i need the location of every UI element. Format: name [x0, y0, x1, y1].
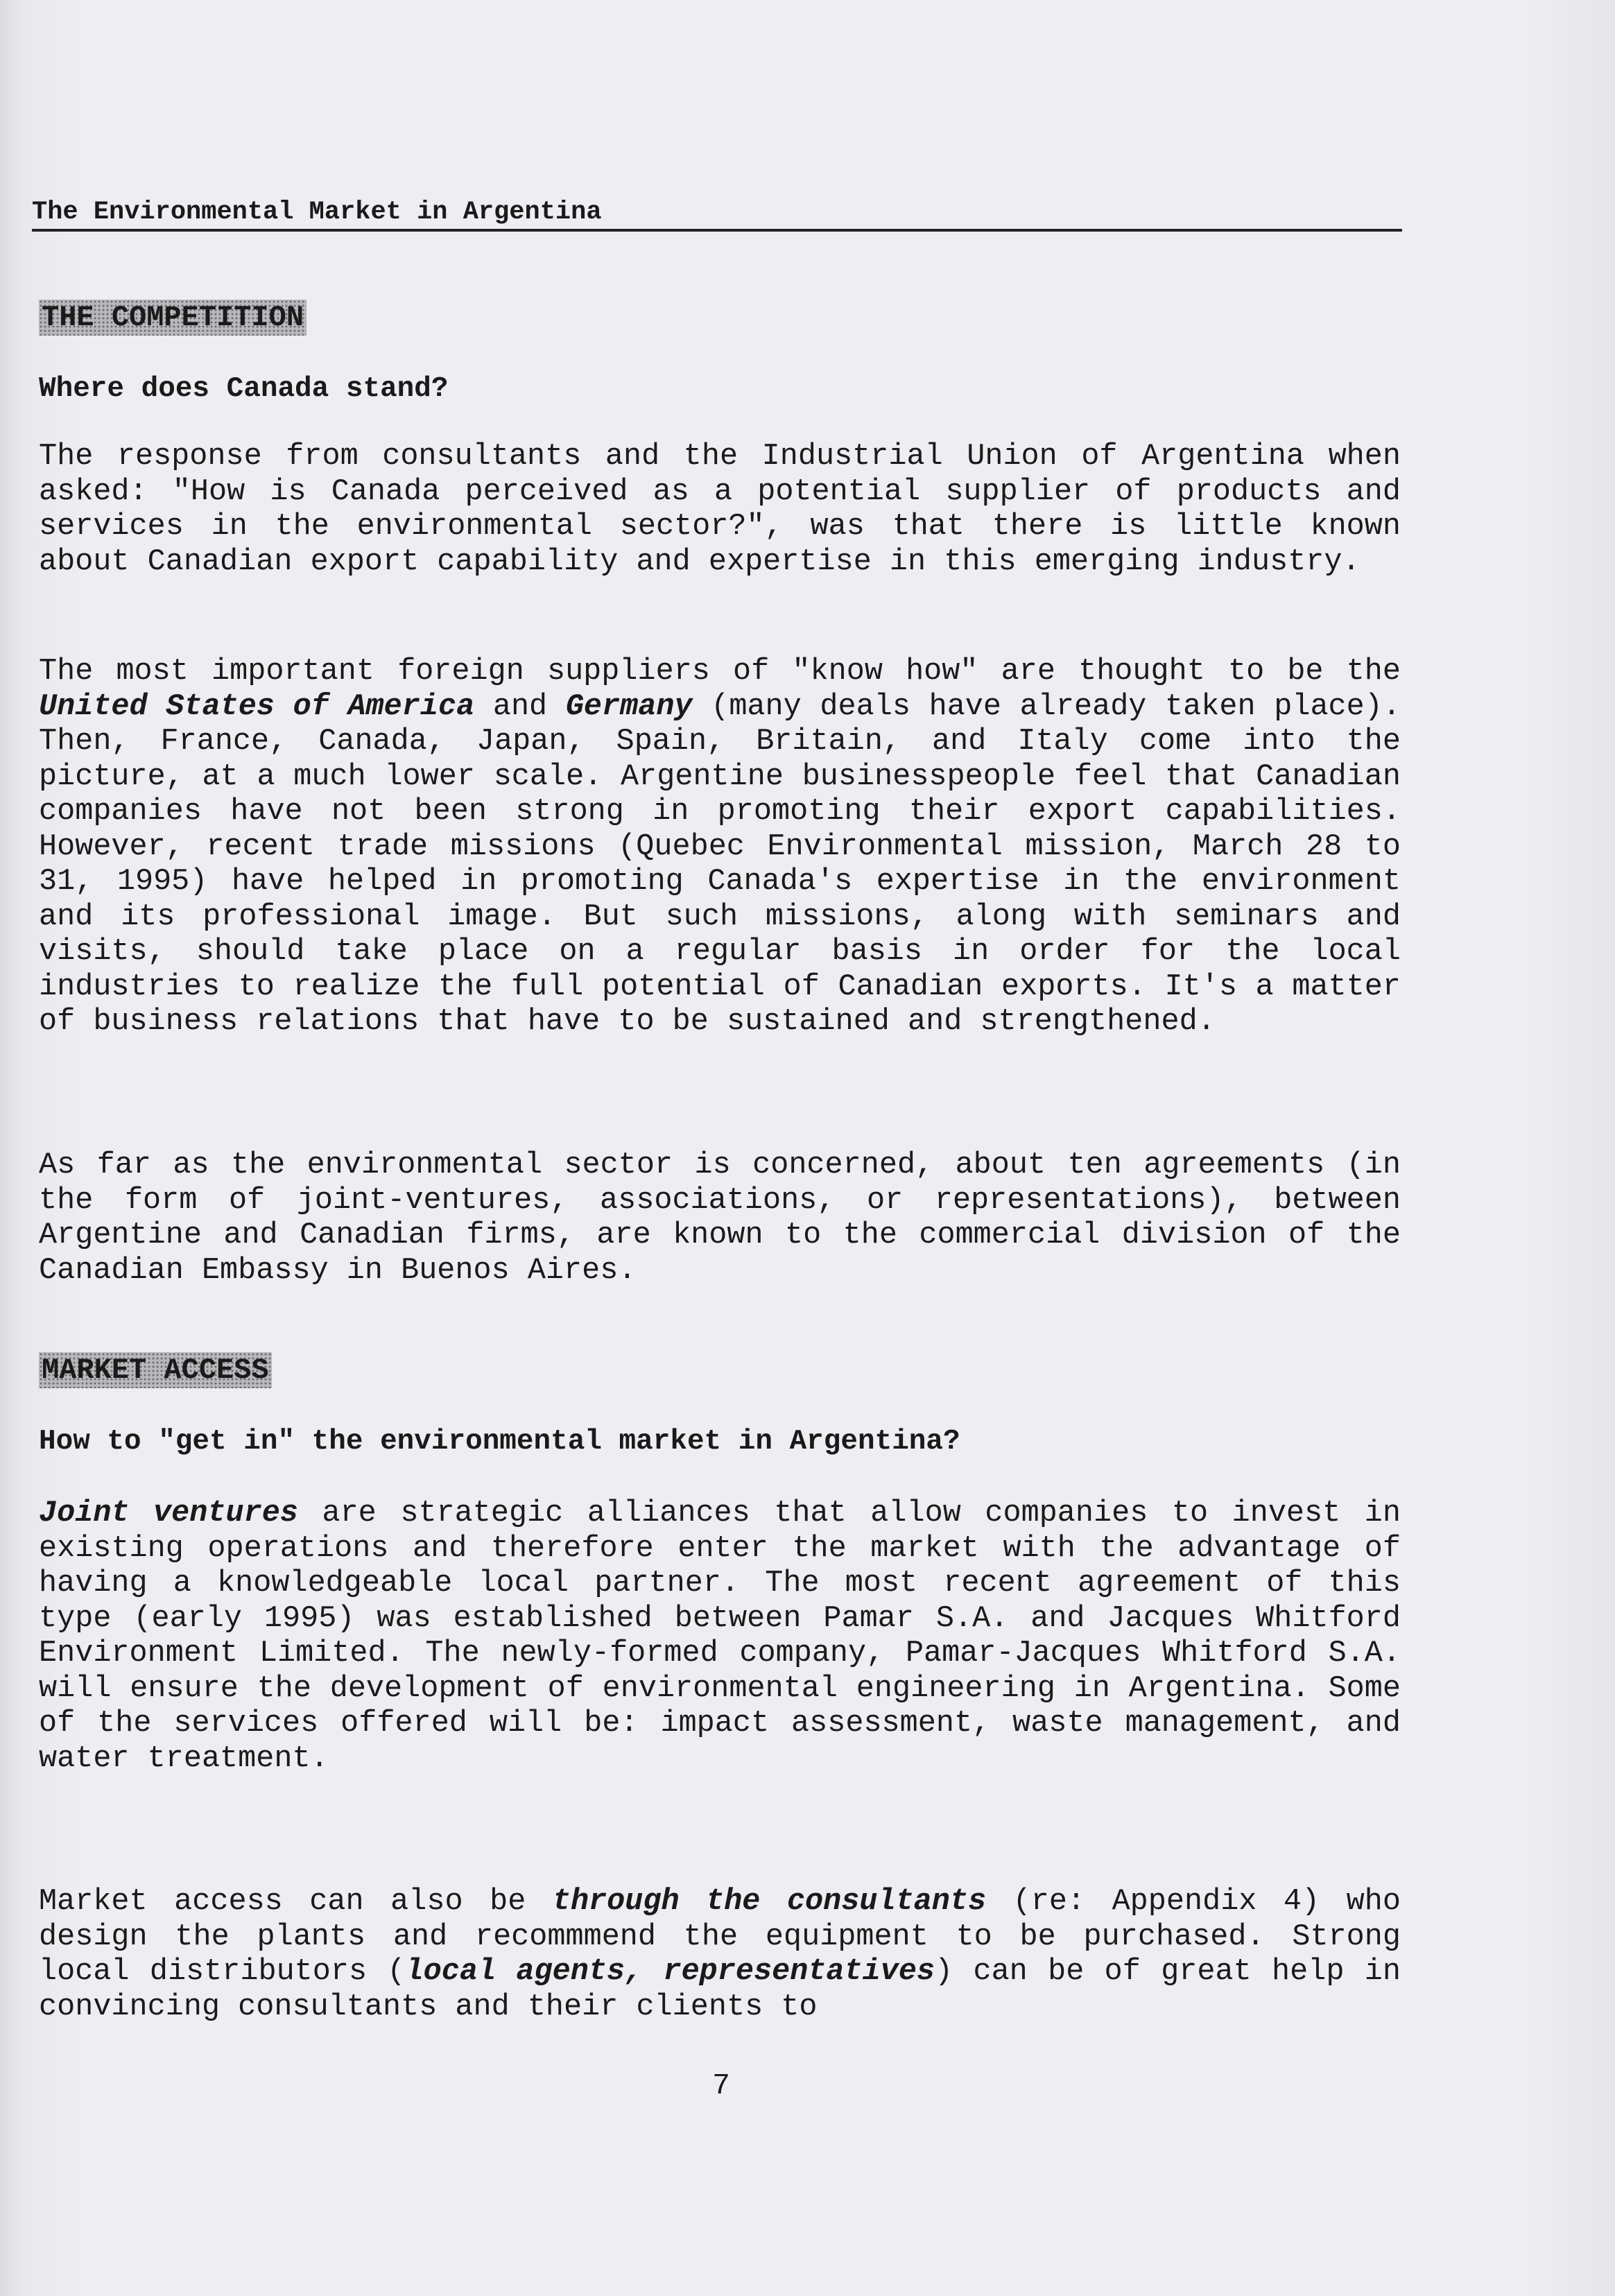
text-span: are strategic alliances that allow companies to invest in existing operations and therefore enter the market with the advantage of having a knowledgeable local partner. The most recent agreement of this type (early 1995) was established between Pamar S.A. and Jacques Whitford Environment Limited. The newly-formed company, Pamar-Jacques Whitford S.A. will ensure the development of environmental engineering in Argentina. Some of the services offered will be: impact assessment, waste management, and water treatment.	[39, 1496, 1401, 1776]
section-heading-market-access: MARKET ACCESS	[39, 1352, 272, 1388]
paragraph-foreign-suppliers	[39, 655, 1401, 1040]
emphasis-germany: Germany	[565, 689, 693, 724]
page-number: 7	[712, 2069, 730, 2103]
emphasis-usa: United States of America	[39, 689, 475, 724]
running-header: The Environmental Market in Argentina	[32, 196, 1402, 232]
text-span: (re: Appendix 4) who design the plants and recommmend the equipment to be purchased. Strong local distributors (	[39, 1885, 1401, 1989]
text-span: The most important foreign suppliers of "know how" are thought to be the	[39, 655, 1401, 689]
subheading-get-in: How to "get in" the environmental market in Argentina?	[39, 1426, 960, 1458]
emphasis-through-consultants: through the consultants	[552, 1885, 987, 1919]
paragraph-consultants-response: The response from consultants and the Industrial Union of Argentina when asked: "How is Canada perceived as a potential supplier of products and services in the environmental sector?", was that there is little known about Canadian export capability and expertise in this emerging industry.	[39, 440, 1401, 579]
text-span: ) can be of great help in convincing consultants and their clients to	[39, 1955, 1401, 2024]
text-span: Market access can also be	[39, 1885, 553, 1919]
section-heading-competition: THE COMPETITION	[39, 300, 306, 336]
emphasis-joint-ventures: Joint ventures	[39, 1496, 298, 1530]
paragraph-joint-ventures	[39, 1496, 1401, 1777]
paragraph-agreements: As far as the environmental sector is concerned, about ten agreements (in the form of joint-ventures, associations, or representations), between Argentine and Canadian firms, are known to the commercial division of the Canadian Embassy in Buenos Aires.	[39, 1148, 1401, 1288]
text-span: and	[474, 689, 566, 724]
subheading-canada-stand: Where does Canada stand?	[39, 373, 449, 405]
text-span: (many deals have already taken place). Then, France, Canada, Japan, Spain, Britain, and Italy come into the picture, at a much lower scale. Argentine businesspeople feel that Canadian companies have not been strong in promoting their export capabilities. However, recent trade missions (Quebec Environmental mission, March 28 to 31, 1995) have helped in promoting Canada's expertise in the environment and its professional image. But such missions, along with seminars and visits, should take place on a regular basis in order for the local industries to realize the full potential of Canadian exports. It's a matter of business relations that have to be sustained and strengthened.	[39, 689, 1401, 1039]
emphasis-local-agents: local agents, representatives	[405, 1955, 935, 1989]
paragraph-consultants-access	[39, 1885, 1401, 2025]
